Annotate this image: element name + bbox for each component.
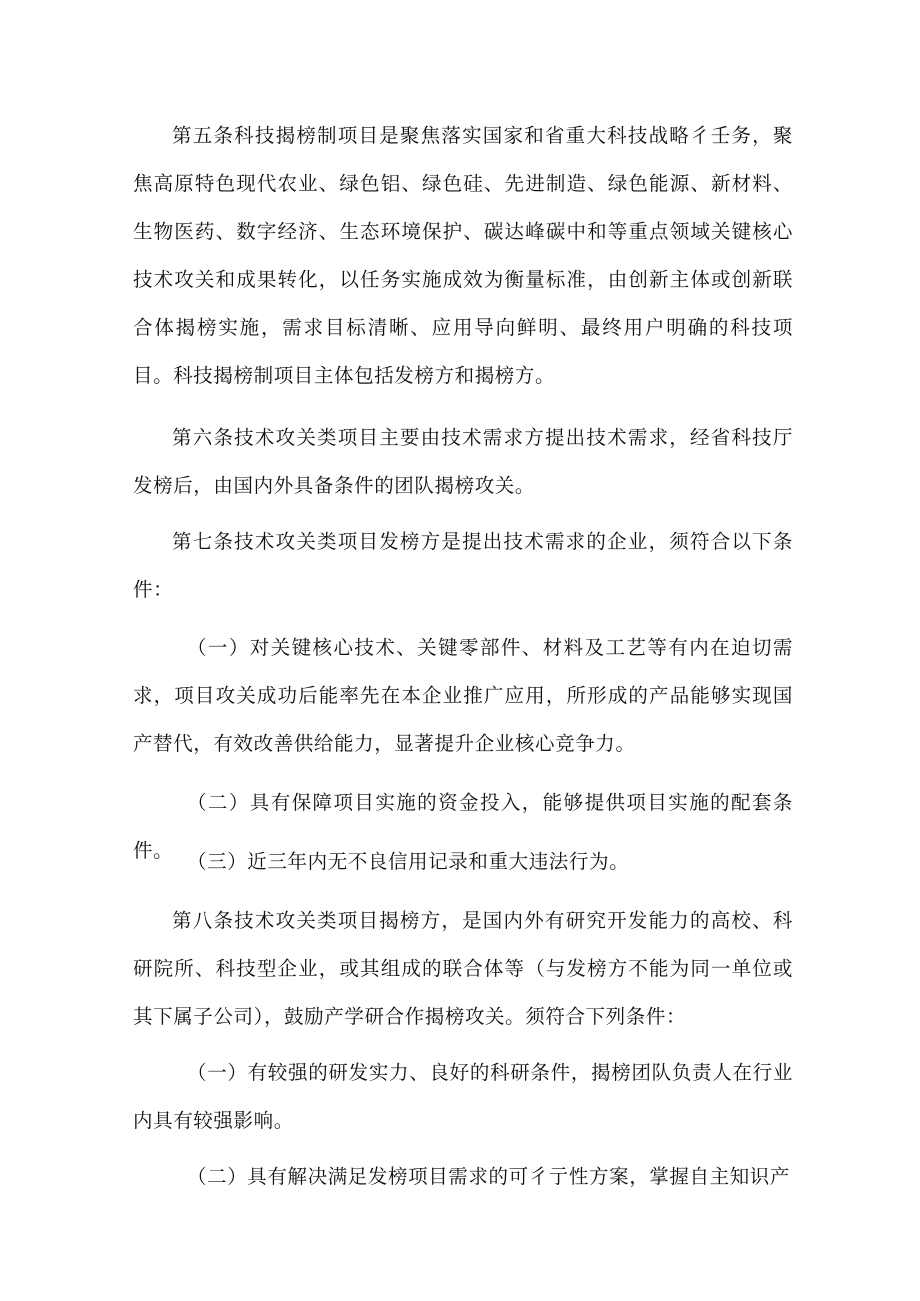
article-7-item-1: （一）对关键核心技术、关键零部件、材料及工艺等有内在迫切需求，项目攻关成功后能率先在本企业推广应用，所形成的产品能够实现国产替代，有效改善供给能力，显著提升企业核心竞争力。 <box>133 636 793 755</box>
article-8-item-1: （一）有较强的研发实力、良好的科研条件，揭榜团队负责人在行业内具有较强影响。 <box>133 1061 793 1132</box>
article-6-paragraph: 第六条技术攻关类项目主要由技术需求方提出技术需求，经省科技厅发榜后，由国内外具备条件的团队揭榜攻关。 <box>133 426 793 497</box>
article-5-paragraph: 第五条科技揭榜制项目是聚焦落实国家和省重大科技战略彳壬务，聚焦高原特色现代农业、绿色铝、绿色硅、先进制造、绿色能源、新材料、生物医药、数字经济、生态环境保护、碳达峰碳中和等重点领域关键核心技术攻关和成果转化，以任务实施成效为衡量标准，由创新主体或创新联合体揭榜实施，需求目标清晰、应用导向鲜明、最终用户明确的科技项目。科技揭榜制项目主体包括发榜方和揭榜方。 <box>133 124 793 387</box>
article-7-item-2: （二）具有保障项目实施的资金投入，能够提供项目实施的配套条件。 <box>133 791 793 862</box>
article-7-item-3: （三）近三年内无不良信用记录和重大违法行为。 <box>187 850 630 873</box>
article-7-paragraph: 第七条技术攻关类项目发榜方是提出技术需求的企业，须符合以下条件： <box>133 530 793 601</box>
article-8-paragraph: 第八条技术攻关类项目揭榜方，是国内外有研究开发能力的高校、科研院所、科技型企业，或其组成的联合体等（与发榜方不能为同一单位或其下属子公司），鼓励产学研合作揭榜攻关。须符合下列条件： <box>133 909 793 1028</box>
article-8-item-2: （二）具有解决满足发榜项目需求的可彳亍性方案，掌握自主知识产 <box>187 1165 791 1188</box>
